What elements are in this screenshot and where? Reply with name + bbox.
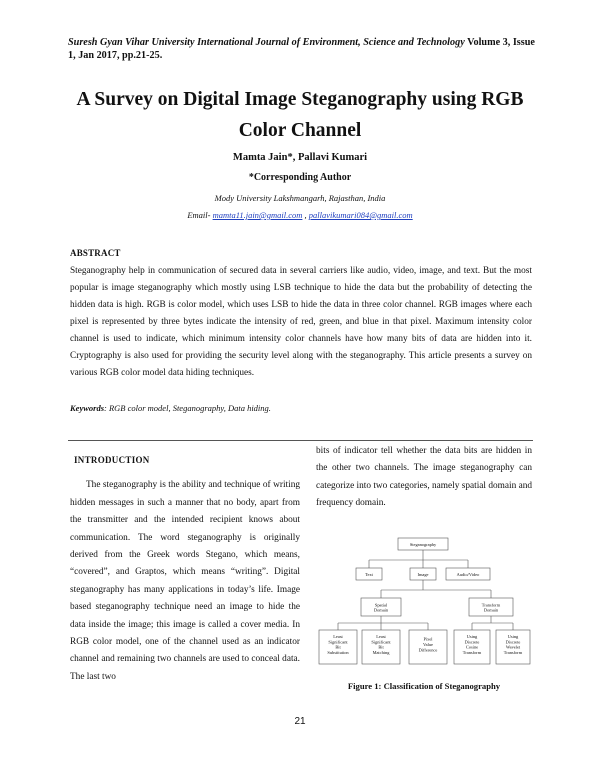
level1-label: Audio/Video xyxy=(456,572,480,577)
abstract-text: Steganography help in communication of secured data in several carriers like audio, video, image, and text. But the most popular is image steganography which mostly using LSB technique to hide the data but the probability of detecting the hidden data is high. RGB is color model, which uses LSB to hide the data in three color channel. RGB images where each pixel is represented by three bytes indicate the intensity of red, green, and blue in that pixel. Maximum intensity color channel is used to indicate, which minimum intensity color channels have how many bits of data are hidden into it. Cryptography is also used for providing the security level along with the steganography. This article presents a survey on various RGB color model data hiding techniques. xyxy=(70,266,532,378)
email-line xyxy=(60,210,540,220)
authors: Mamta Jain*, Pallavi Kumari xyxy=(232,152,368,163)
journal-header xyxy=(68,36,538,62)
introduction-heading: INTRODUCTION xyxy=(74,455,150,465)
left-column xyxy=(70,448,300,686)
email-link-2[interactable]: pallavikumari084@gmail.com xyxy=(308,210,413,220)
level1-label: Image xyxy=(417,572,429,577)
level2-label: Transform Domain xyxy=(481,602,501,613)
keywords-line xyxy=(70,403,271,413)
abstract-heading: ABSTRACT xyxy=(70,248,121,258)
introduction-text-left: The steganography is the ability and technique of writing hidden messages in such a manner that no body, apart from the transmitter and the intended recipient knows about communication. The word steganography is originally derived from the Greek words Stegano, which means, “covered”, and Graptos, which means “writing”. Digital steganography has many applications in today’s life. Image based steganography technique need an image to hide the data inside the image; this image is called a cover media. In RGB color model, one of the channel used as an indicator channel and remaining two channels are used to conceal data. The last two xyxy=(70,480,300,682)
journal-issue: Volume 3, Issue 1, Jan 2017, pp.21-25. xyxy=(68,37,535,61)
level3-label: Pixel Value Difference xyxy=(418,636,438,653)
introduction-text-right: bits of indicator tell whether the data bits are hidden in the other two channels. The image steganography can categorize into two categories, namely spatial domain and frequency domain. xyxy=(316,446,532,509)
email-link-1[interactable]: mamta11.jain@gmail.com xyxy=(212,210,303,220)
figure-caption: Figure 1: Classification of Steganography xyxy=(347,681,501,691)
affiliation: Mody University Lakshmangarh, Rajasthan, India xyxy=(214,193,386,203)
keywords-label: Keywords xyxy=(70,403,104,413)
page-number: 21 xyxy=(294,716,306,727)
email-separator: , xyxy=(302,210,309,220)
level2-label: Spatial Domain xyxy=(373,602,389,613)
level3-label: Using Discrete Wavelet Transform xyxy=(503,633,523,656)
root-label: Steganography xyxy=(409,542,437,547)
level3-label: Least Significant Bit Matching xyxy=(371,633,391,656)
level1-label: Text xyxy=(365,572,373,577)
diagram-connectors xyxy=(338,550,513,630)
section-divider xyxy=(68,440,533,441)
paper-title: A Survey on Digital Image Steganography using RGB Color Channel xyxy=(76,89,524,141)
level3-label: Least Significant Bit Substitution xyxy=(327,633,349,656)
corresponding-author: *Corresponding Author xyxy=(248,172,352,183)
level3-label: Using Discrete Cosine Transform xyxy=(462,633,482,656)
classification-diagram xyxy=(316,530,532,670)
keywords-text: : RGB color model, Steganography, Data hiding. xyxy=(104,403,271,413)
journal-name: Suresh Gyan Vihar University International Journal of Environment, Science and Technology xyxy=(68,37,465,48)
email-prefix: Email- xyxy=(187,210,213,220)
